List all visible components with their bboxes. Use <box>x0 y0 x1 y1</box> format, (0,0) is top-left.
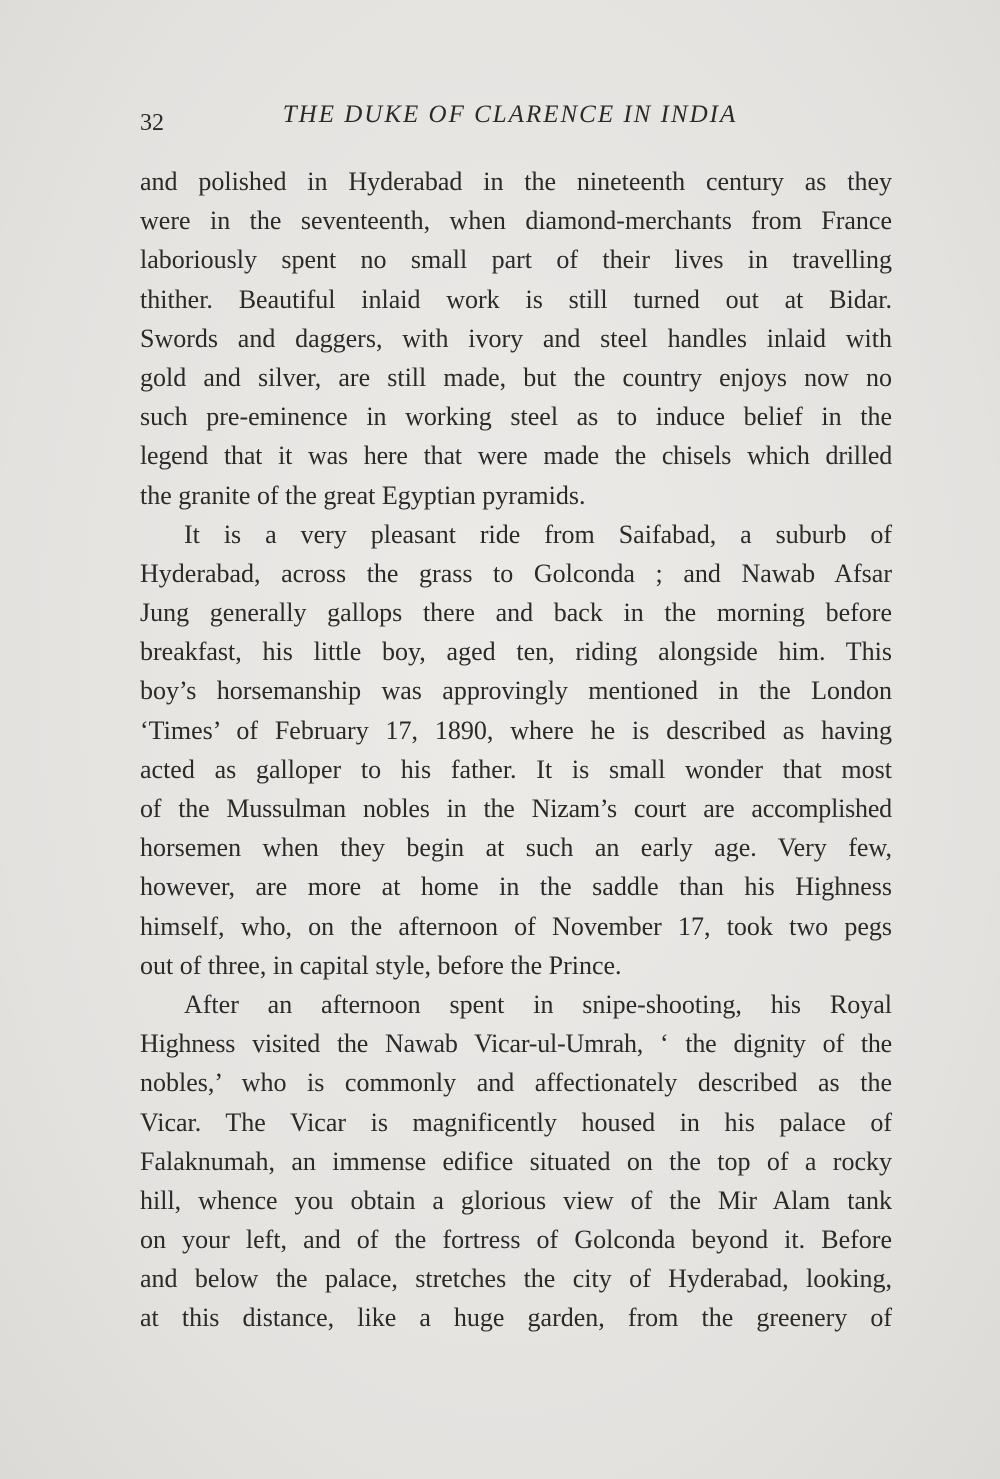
text-line: Swords and daggers, with ivory and steel handles inlaid with <box>140 323 892 353</box>
text-line: boy’s horsemanship was approvingly mentioned in the London <box>140 676 892 706</box>
text-line: ‘Times’ of February 17, 1890, where he is described as having <box>140 715 892 745</box>
text-line: hill, whence you obtain a glorious view of the Mir Alam tank <box>140 1185 892 1215</box>
text-line: and polished in Hyderabad in the nineteenth century as they <box>140 167 892 196</box>
text-line: Highness visited the Nawab Vicar-ul-Umrah, ‘ the dignity of the <box>140 1029 892 1059</box>
text-line: at this distance, like a huge garden, from the greenery of <box>140 1303 892 1333</box>
text-line: the granite of the great Egyptian pyramids. <box>140 480 586 510</box>
text-line: however, are more at home in the saddle than his Highness <box>140 872 892 902</box>
text-line: acted as galloper to his father. It is small wonder that most <box>140 754 892 784</box>
text-line: legend that it was here that were made the chisels which drilled <box>140 441 892 471</box>
text-line: thither. Beautiful inlaid work is still turned out at Bidar. <box>140 284 892 314</box>
text-line: out of three, in capital style, before the Prince. <box>140 950 622 980</box>
text-line: Jung generally gallops there and back in the morning before <box>140 598 892 628</box>
text-line: and below the palace, stretches the city of Hyderabad, looking, <box>140 1264 892 1294</box>
text-line: gold and silver, are still made, but the country enjoys now no <box>140 362 892 392</box>
text-line: laboriously spent no small part of their lives in travelling <box>140 245 892 275</box>
text-line: Hyderabad, across the grass to Golconda ; and Nawab Afsar <box>140 558 892 588</box>
text-line: It is a very pleasant ride from Saifabad, a suburb of <box>184 519 892 549</box>
paragraph-2 <box>140 515 892 985</box>
text-line: After an afternoon spent in snipe-shooting, his Royal <box>184 989 892 1019</box>
text-line: breakfast, his little boy, aged ten, riding alongside him. This <box>140 637 892 667</box>
page-number: 32 <box>140 110 164 136</box>
body-text <box>140 162 892 1338</box>
text-line: such pre-eminence in working steel as to induce belief in the <box>140 402 892 432</box>
text-line: Falaknumah, an immense edifice situated on the top of a rocky <box>140 1146 892 1176</box>
paragraph-1 <box>140 162 892 515</box>
running-title: THE DUKE OF CLARENCE IN INDIA <box>282 101 738 128</box>
text-line: horsemen when they begin at such an early age. Very few, <box>140 833 892 863</box>
text-line: Vicar. The Vicar is magnificently housed in his palace of <box>140 1107 892 1137</box>
text-line: were in the seventeenth, when diamond-merchants from France <box>140 206 892 236</box>
text-line: on your left, and of the fortress of Golconda beyond it. Before <box>140 1225 892 1255</box>
paragraph-3 <box>140 985 892 1338</box>
text-line: of the Mussulman nobles in the Nizam’s court are accomplished <box>140 794 892 823</box>
text-line: nobles,’ who is commonly and affectionately described as the <box>140 1068 892 1098</box>
text-line: himself, who, on the afternoon of November 17, took two pegs <box>140 911 892 941</box>
